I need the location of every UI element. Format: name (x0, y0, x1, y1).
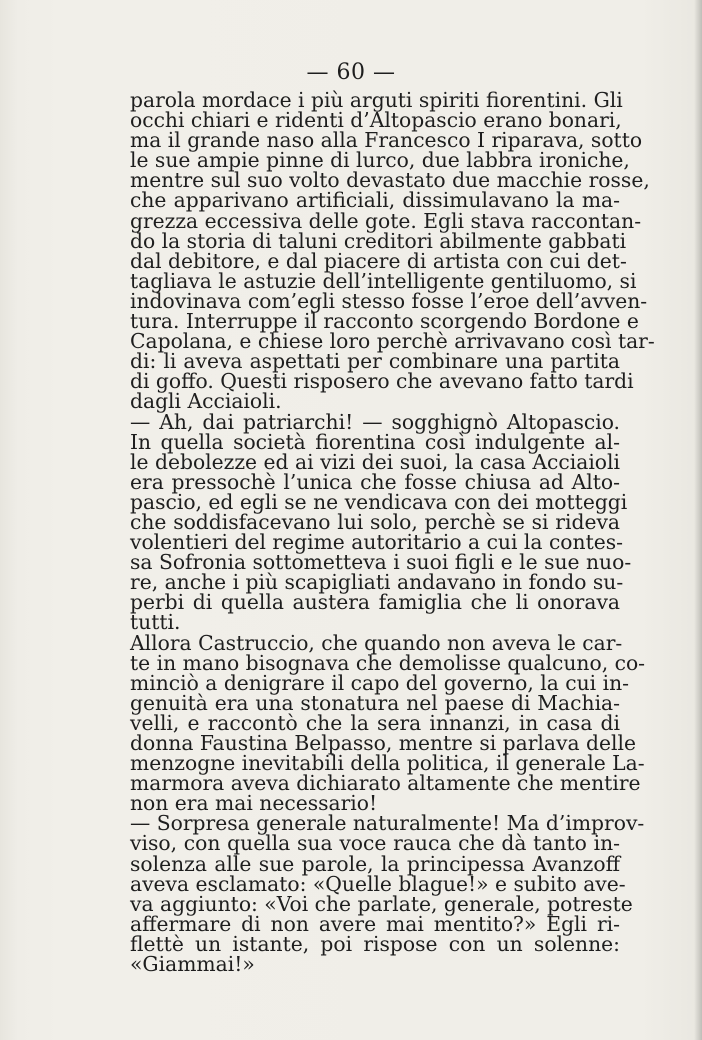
text-line: tutti. (130, 610, 181, 635)
text-line: va aggiunto: «Voi che parlate, generale, potreste (130, 891, 633, 916)
page-binding-shadow (694, 0, 702, 1040)
text-line: Allora Castruccio, che quando non aveva le car- (130, 630, 623, 655)
text-line: «Giammai!» (130, 952, 255, 977)
text-line: flettè un istante, poi rispose con un solenne: (130, 931, 620, 956)
text-line: perbi di quella austera famiglia che li onorava (130, 590, 620, 615)
text-line: menzogne inevitabili della politica, il generale La- (130, 751, 645, 776)
text-line: affermare di non avere mai mentito?» Egli ri- (130, 911, 620, 936)
text-line: grezza eccessiva delle gote. Egli stava raccontan- (130, 208, 642, 233)
text-line: che apparivano artificiali, dissimulavano la ma- (130, 188, 620, 213)
text-line: indovinava com’egli stesso fosse l’eroe dell’avven- (130, 288, 648, 313)
text-line: viso, con quella sua voce rauca che dà tanto in- (130, 831, 620, 856)
text-line: dagli Acciaioli. (130, 389, 282, 414)
text-line: donna Faustina Belpasso, mentre si parlava delle (130, 731, 636, 755)
text-line: mentre sul suo volto devastato due macchie rosse, (130, 168, 650, 193)
text-line: Capolana, e chiese loro perchè arrivavano così tar- (130, 329, 655, 354)
text-line: le debolezze ed ai vizi dei suoi, la casa Acciaioli (130, 449, 620, 474)
text-line: ma il grande naso alla Francesco I riparava, sotto (130, 128, 643, 153)
text-line: di: li aveva aspettati per combinare una partita (130, 349, 620, 374)
text-line: genuità era una stonatura nel paese di Machia- (130, 690, 620, 715)
text-line: — Sorpresa generale naturalmente! Ma d’improv- (130, 811, 645, 836)
text-line: pascio, ed egli se ne vendicava con dei motteggi (130, 489, 628, 514)
text-line: di goffo. Questi risposero che avevano fatto tardi (130, 369, 634, 394)
page-number: — 60 — (306, 60, 396, 85)
text-line: tura. Interruppe il racconto scorgendo Bordone e (130, 309, 639, 334)
text-line: che soddisfacevano lui solo, perchè se si rideva (130, 509, 620, 534)
text-line: le sue ampie pinne di lurco, due labbra ironiche, (130, 148, 630, 173)
text-line: occhi chiari e ridenti d’Altopascio erano bonari, (130, 108, 622, 133)
text-line: non era mai necessario! (130, 791, 378, 816)
text-line: re, anche i più scapigliati andavano in fondo su- (130, 570, 624, 595)
text-line: solenza alle sue parole, la principessa Avanzoff (130, 851, 620, 876)
text-line: do la storia di taluni creditori abilmente gabbati (130, 228, 627, 253)
text-line: parola mordace i più arguti spiriti fiorentini. Gli (130, 88, 623, 112)
text-line: te in mano bisognava che demolisse qualcuno, co- (130, 650, 646, 675)
text-line: tagliava le astuzie dell’intelligente gentiluomo, si (130, 268, 637, 293)
body-text (130, 88, 655, 977)
text-line: sa Sofronia sottometteva i suoi figli e le sue nuo- (130, 550, 632, 575)
text-line: velli, e raccontò che la sera innanzi, in casa di (130, 710, 620, 735)
text-line: dal debitore, e dal piacere di artista con cui det- (130, 248, 627, 273)
text-line: volentieri del regime autoritario a cui la contes- (130, 530, 623, 555)
text-line: marmora aveva dichiarato altamente che mentire (130, 771, 641, 796)
text-line: aveva esclamato: «Quelle blague!» e subito ave- (130, 871, 626, 896)
text-line: — Ah, dai patriarchi! — sogghignò Altopascio. (130, 409, 620, 434)
text-line: era pressochè l’unica che fosse chiusa ad Alto- (130, 469, 620, 494)
text-line: minciò a denigrare il capo del governo, la cui in- (130, 670, 629, 695)
text-line: In quella società fiorentina così indulgente al- (130, 429, 620, 454)
